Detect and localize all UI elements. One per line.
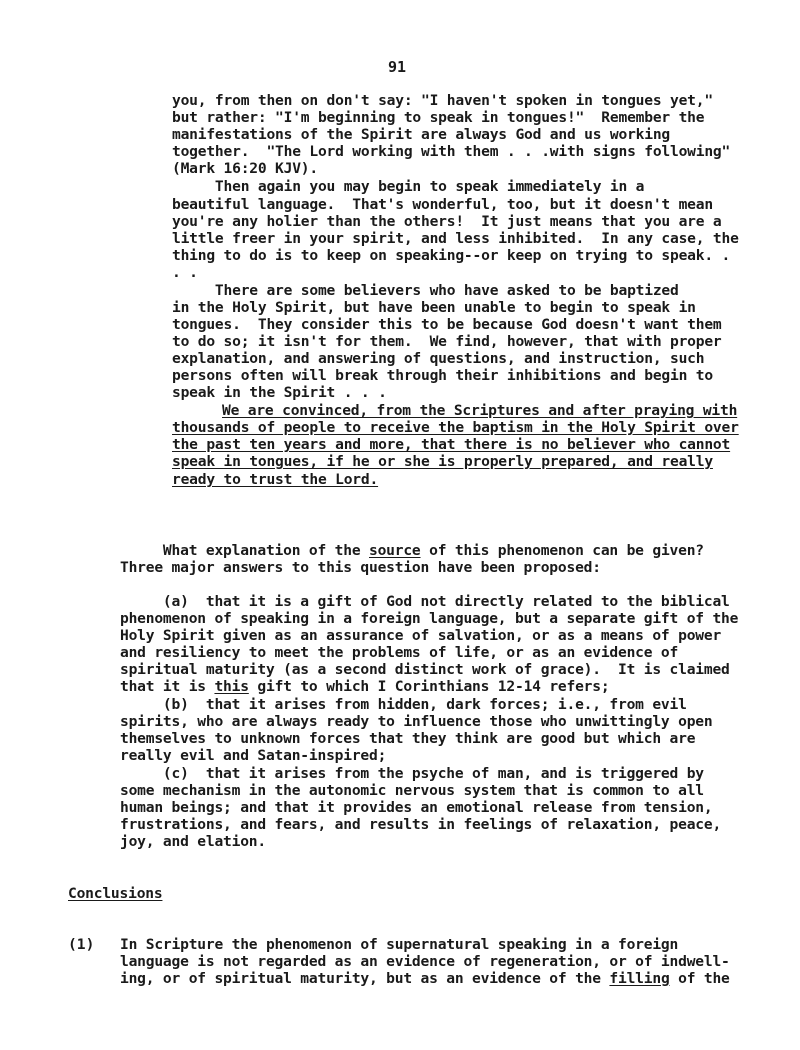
underlined-word-source: source [369,542,421,559]
intro-line-1: What explanation of the source of this phenomenon can be given? [120,542,704,559]
quote-line: in the Holy Spirit, but have been unable to begin to speak in [172,299,696,316]
quote-line: you're any holier than the others! It just means that you are a [172,213,722,230]
underlined-quote-line: thousands of people to receive the baptism in the Holy Spirit over [172,419,739,436]
underlined-quote-line: We are convinced, from the Scriptures and after praying with [222,402,738,419]
underlined-word-filling: filling [609,970,670,987]
quote-line: beautiful language. That's wonderful, too, but it doesn't mean [172,196,713,213]
underlined-quote-line: the past ten years and more, that there is no believer who cannot [172,436,731,453]
underlined-word-this: this [214,678,249,695]
quote-line: manifestations of the Spirit are always God and us working [172,126,670,143]
underlined-quote-line: speak in tongues, if he or she is properly prepared, and really [172,453,713,470]
quote-line: speak in the Spirit . . . [172,384,387,401]
quote-line: persons often will break through their inhibitions and begin to [172,367,713,384]
quote-line: thing to do is to keep on speaking--or keep on trying to speak. . [172,247,731,264]
quote-line: (Mark 16:20 KJV). [172,160,318,177]
quote-line: Then again you may begin to speak immediately in a [172,178,645,195]
conclusion-item-number: (1) [68,936,95,953]
quote-line: tongues. They consider this to be because God doesn't want them [172,316,722,333]
page-number: 91 [388,58,407,76]
quote-line: There are some believers who have asked to be baptized [172,282,679,299]
quote-line: to do so; it isn't for them. We find, however, that with proper [172,333,722,350]
conclusions-heading: Conclusions [68,885,163,902]
quote-line: you, from then on don't say: "I haven't spoken in tongues yet," [172,92,713,109]
underlined-quote-line: ready to trust the Lord. [172,471,379,488]
quote-line: . . [172,264,198,281]
quote-line: together. "The Lord working with them . . .with signs following" [172,143,731,160]
intro-line-2: Three major answers to this question have been proposed: [120,559,601,576]
document-page: 91 you, from then on don't say: "I haven't spoken in tongues yet," but rather: "I'm beginning to speak in tongues!" Remember the manifestations of the Spirit are always God and us working together. "The Lord working with them . . .with signs following" (Mark 16:20 KJV). Then again you may begin to speak immediately in a beautiful language. That's wonderful, too, but it doesn't mean you're any holier than the others! It just means that you are a little freer in your spirit, and less inhibited. In any case, the thing to do is to keep on speaking--or keep on trying to speak. . . . There are some believers who have asked to be baptized in the Holy Spirit, but have been unable to begin to speak in tongues. They consider this to be because God doesn't want them to do so; it isn't for them. We find, however, that with proper explanation, and answering of questions, and instruction, such persons often will break through their inhibitions and begin to speak in the Spirit . . . We are convinced, from the Scriptures and after praying with thousands of people to receive the baptism in the Holy Spirit over the past ten years and more, that there is no believer who cannot speak in tongues, if he or she is properly prepared, and really ready to trust the Lord. What explanation of the source of this phenomenon can be given? Three major answers to this question have been proposed: (a) that it is a gift of God not directly related to the biblical phenomenon of speaking in a foreign language, but a separate gift of the Holy Spirit given as an assurance of salvation, or as a means of power and resiliency to meet the problems of life, or as an evidence of spiritual maturity (as a second distinct work of grace). It is claimed that it is this gift to which I Corinthians 12-14 refers; (b) that it arises from hidden, dark forces; i.e., from evil spirits, who are always ready to influence those who unwittingly open themselves to unknown forces that they think are good but which are really evil and Satan-inspired; (c) that it arises from the psyche of man, and is triggered by some mechanism in the autonomic nervous system that is common to all human beings; and that it provides an emotional release from tension, frustrations, and fears, and results in feelings of relaxation, peace, joy, and elation. Conclusions (1) In Scripture the phenomenon of supernatural speaking in a foreign language is not regarded as an evidence of regeneration, or of indwell- ing, or of spiritual maturity, but as an evidence of the filling of the [68,58,739,987]
quote-line: explanation, and answering of questions, and instruction, such [172,350,705,367]
quote-line: little freer in your spirit, and less inhibited. In any case, the [172,230,739,247]
quote-line: but rather: "I'm beginning to speak in tongues!" Remember the [172,109,705,126]
